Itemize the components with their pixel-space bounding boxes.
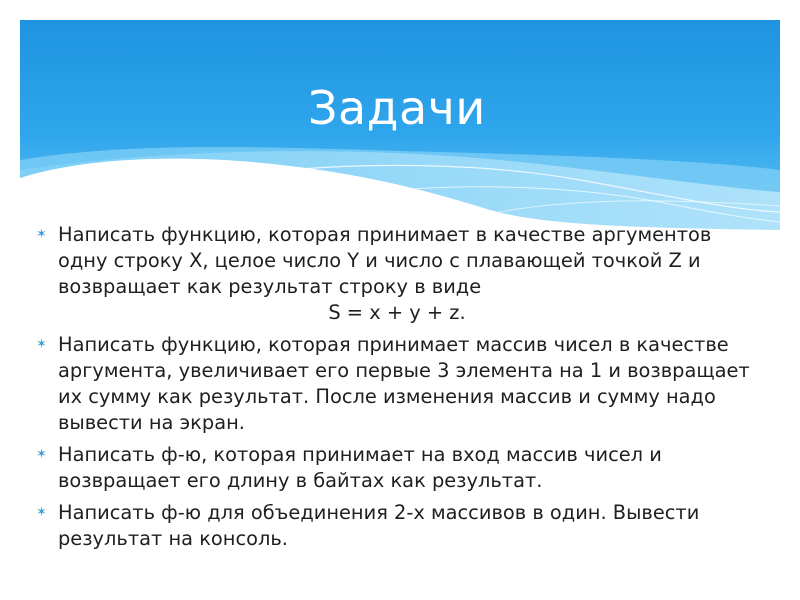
list-item	[36, 500, 766, 552]
star-bullet-icon: ✶	[36, 337, 47, 352]
star-bullet-icon: ✶	[36, 505, 47, 520]
page-title: Задачи	[308, 81, 486, 135]
list-item	[36, 332, 766, 436]
task-text: Написать ф-ю, которая принимает на вход массив чисел и возвращает его длину в байтах как результат.	[58, 443, 662, 492]
list-item	[36, 222, 766, 326]
task-text: Написать функцию, которая принимает массив чисел в качестве аргумента, увеличивает его первые 3 элемента на 1 и возвращает их сумму как результат. После изменения массив и сумму надо вывести на экран.	[58, 333, 750, 434]
list-item	[36, 442, 766, 494]
star-bullet-icon: ✶	[36, 227, 47, 242]
task-list	[36, 222, 766, 558]
star-bullet-icon: ✶	[36, 447, 47, 462]
formula-text: S = x + y + z.	[328, 301, 466, 324]
title-banner	[20, 20, 780, 230]
task-text: Написать ф-ю для объединения 2-х массивов в один. Вывести результат на консоль.	[58, 501, 700, 550]
task-text: Написать функцию, которая принимает в качестве аргументов одну строку X, целое число Y и число с плавающей точкой Z и возвращает как результат строку в виде	[58, 223, 712, 298]
